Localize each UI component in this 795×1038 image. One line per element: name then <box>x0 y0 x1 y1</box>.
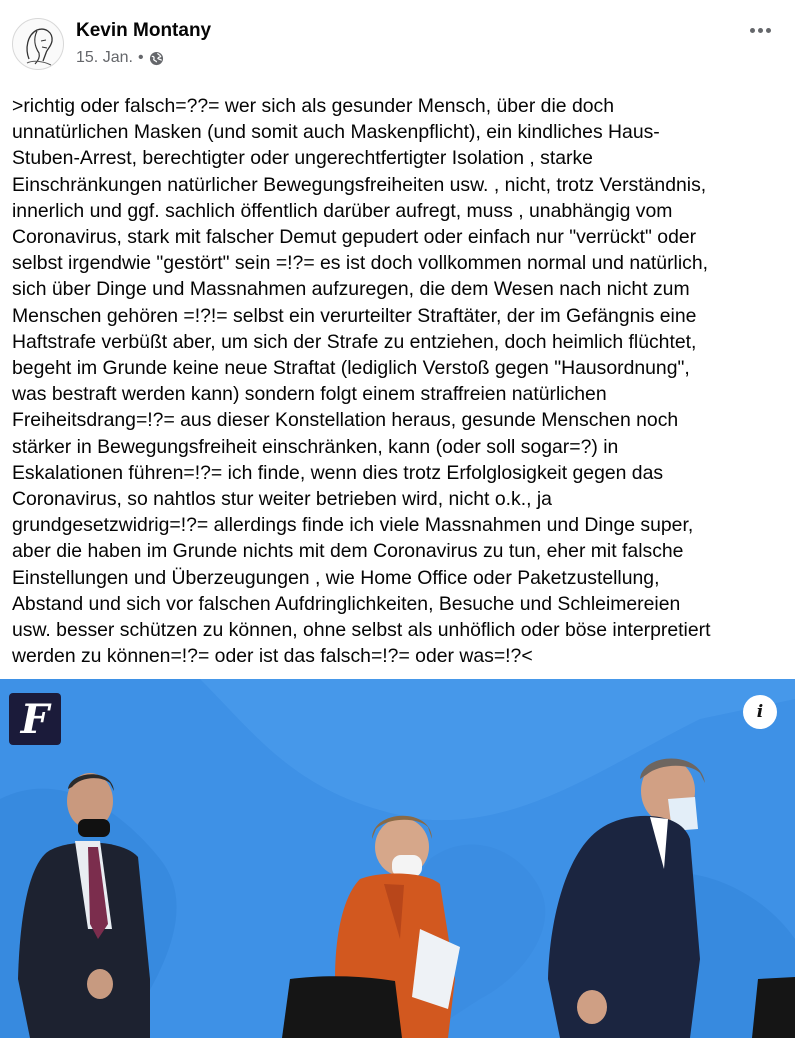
avatar-sketch-icon <box>13 19 64 70</box>
post-meta <box>76 49 164 67</box>
more-options-button[interactable] <box>745 18 775 42</box>
more-options-dot <box>766 28 771 33</box>
more-options-dot <box>758 28 763 33</box>
faz-logo: F <box>9 693 61 745</box>
avatar[interactable] <box>12 18 64 70</box>
info-button[interactable]: i <box>743 695 777 729</box>
post-photo[interactable] <box>0 679 795 1038</box>
post-header <box>0 0 795 90</box>
post-text: >richtig oder falsch=??= wer sich als gesunder Mensch, über die doch unnatürlichen Masken (und somit auch Maskenpflicht), ein kindliches Haus- Stuben-Arrest, berechtigter oder ungerechtfertigter Isolation , starke Einschränkungen natürlicher Bewegungsfreiheiten usw. , nicht, trotz Verständnis, innerlich und ggf. sachlich öffentlich darüber aufregt, muss , unabhängig vom Coronavirus, stark mit falscher Demut gepudert oder einfach nur "verrückt" oder selbst irgendwie "gestört" sein =!?= es ist doch vollkommen normal und natürlich, sich über Dinge und Massnahmen aufzuregen, die dem Wesen nach nicht zum Menschen gehören =!?!= selbst ein verurteilter Straftäter, der im Gefängnis eine Haftstrafe verbüßt aber, um sich der Strafe zu entziehen, doch heimlich flüchtet, begeht im Grunde keine neue Straftat (lediglich Verstoß gegen "Hausordnung", was bestraft werden kann) sondern folgt einem straffreien natürlichen Freiheitsdrang=!?= aus dieser Konstellation heraus, gesunde Menschen noch stärker in Bewegungsfreiheit einschränken, kann (oder soll sogar=?) in Eskalationen führen=!?= ich finde, wenn dies trotz Erfolglosigkeit gegen das Coronavirus, so nahtlos stur weiter betrieben wird, nicht o.k., ja grundgesetzwidrig=!?= allerdings finde ich viele Massnahmen und Dinge super, aber die haben im Grunde nichts mit dem Coronavirus zu tun, eher mit falsche Einstellungen und Überzeugungen , wie Home Office oder Paketzustellung, Abstand und sich vor falschen Aufdringlichkeiten, Besuche und Schleimereien usw. besser schützen zu können, ohne selbst als unhöflich oder böse interpretiert werden zu können=!?= oder ist das falsch=!?= oder was=!?< <box>12 95 711 668</box>
post-date[interactable]: 15. Jan. <box>76 49 133 66</box>
globe-icon <box>149 51 164 66</box>
author-name[interactable]: Kevin Montany <box>76 20 212 41</box>
photo-scene <box>0 679 795 1038</box>
more-options-icon <box>750 28 755 33</box>
meta-separator: • <box>137 49 144 66</box>
